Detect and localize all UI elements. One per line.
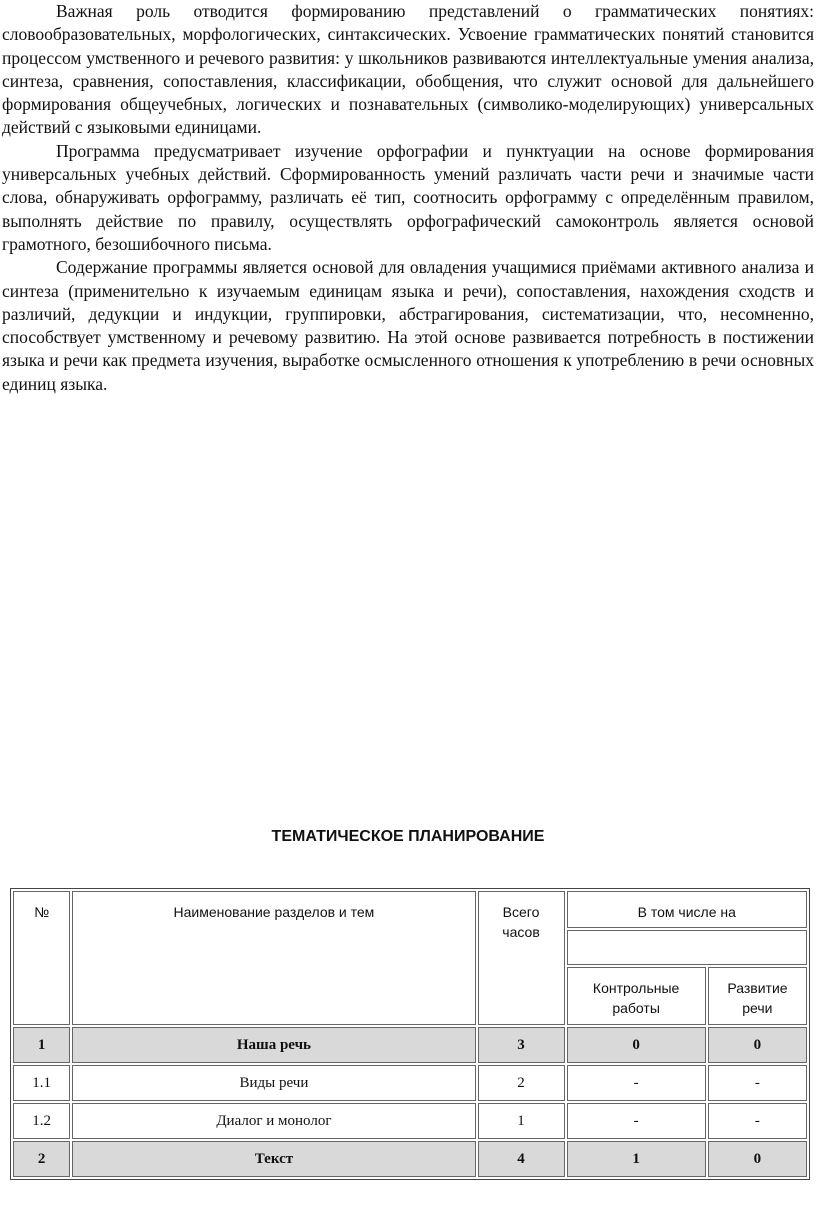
section-heading: ТЕМАТИЧЕСКОЕ ПЛАНИРОВАНИЕ (271, 828, 545, 845)
table-row (13, 1027, 807, 1063)
planning-table-wrapper (10, 888, 810, 1180)
header-speech (708, 967, 807, 1025)
row-num: 1 (13, 1027, 70, 1063)
paragraph-3: Содержание программы является основой для овладения учащимися приёмами активного анализа и синтеза (применительно к изучаемым единицам языка и речи), сопоставления, нахождения сходств и различий, дедукции и индукции, группировки, абстрагирования, систематизации, что, несомненно, способствует умственному и речевому развитию. На этой основе развивается потребность в постижении языка и речи как предмета изучения, выработке осмысленного отношения к употреблению в речи основных единиц языка. (2, 257, 814, 394)
row-speech: - (708, 1103, 807, 1139)
planning-table (10, 888, 810, 1180)
header-name: Наименование разделов и тем (72, 891, 475, 1025)
row-speech: 0 (708, 1141, 807, 1177)
row-num: 1.1 (13, 1065, 70, 1101)
row-name: Виды речи (72, 1065, 475, 1101)
header-tests (567, 967, 706, 1025)
header-num: № (13, 891, 70, 1025)
row-total: 4 (478, 1141, 565, 1177)
header-empty-cell (567, 930, 807, 965)
row-speech: - (708, 1065, 807, 1101)
row-speech: 0 (708, 1027, 807, 1063)
row-num: 2 (13, 1141, 70, 1177)
body-text (2, 0, 814, 396)
row-tests: 0 (567, 1027, 706, 1063)
row-num: 1.2 (13, 1103, 70, 1139)
header-speech-label: Развитие речи (727, 980, 788, 1016)
row-total: 2 (478, 1065, 565, 1101)
header-total (478, 891, 565, 1025)
table-row (13, 1141, 807, 1177)
row-name: Диалог и монолог (72, 1103, 475, 1139)
row-tests: 1 (567, 1141, 706, 1177)
row-name: Текст (72, 1141, 475, 1177)
paragraph-1: Важная роль отводится формированию представлений о грамматических понятиях: словообразовательных, морфологических, синтаксических. Усвоение грамматических понятий становится процессом умственного и речевого развития: у школьников развиваются интеллектуальные умения анализа, синтеза, сравнения, сопоставления, классификации, обобщения, что служит основой для дальнейшего формирования общеучебных, логических и познавательных (символико-моделирующих) универсальных действий с языковыми единицами. (2, 1, 814, 138)
header-tests-label: Контрольные работы (592, 980, 680, 1016)
row-total: 3 (478, 1027, 565, 1063)
row-total: 1 (478, 1103, 565, 1139)
header-including: В том числе на (567, 891, 807, 928)
row-name: Наша речь (72, 1027, 475, 1063)
table-row (13, 1103, 807, 1139)
table-row (13, 1065, 807, 1101)
row-tests: - (567, 1103, 706, 1139)
paragraph-2: Программа предусматривает изучение орфографии и пунктуации на основе формирования универсальных учебных действий. Сформированность умений различать части речи и значимые части слова, обнаруживать орфограмму, различать её тип, соотносить орфограмму с определённым правилом, выполнять действие по правилу, осуществлять орфографический самоконтроль является основой грамотного, безошибочного письма. (2, 140, 814, 254)
row-tests: - (567, 1065, 706, 1101)
header-total-label: Всего часов (502, 904, 540, 940)
